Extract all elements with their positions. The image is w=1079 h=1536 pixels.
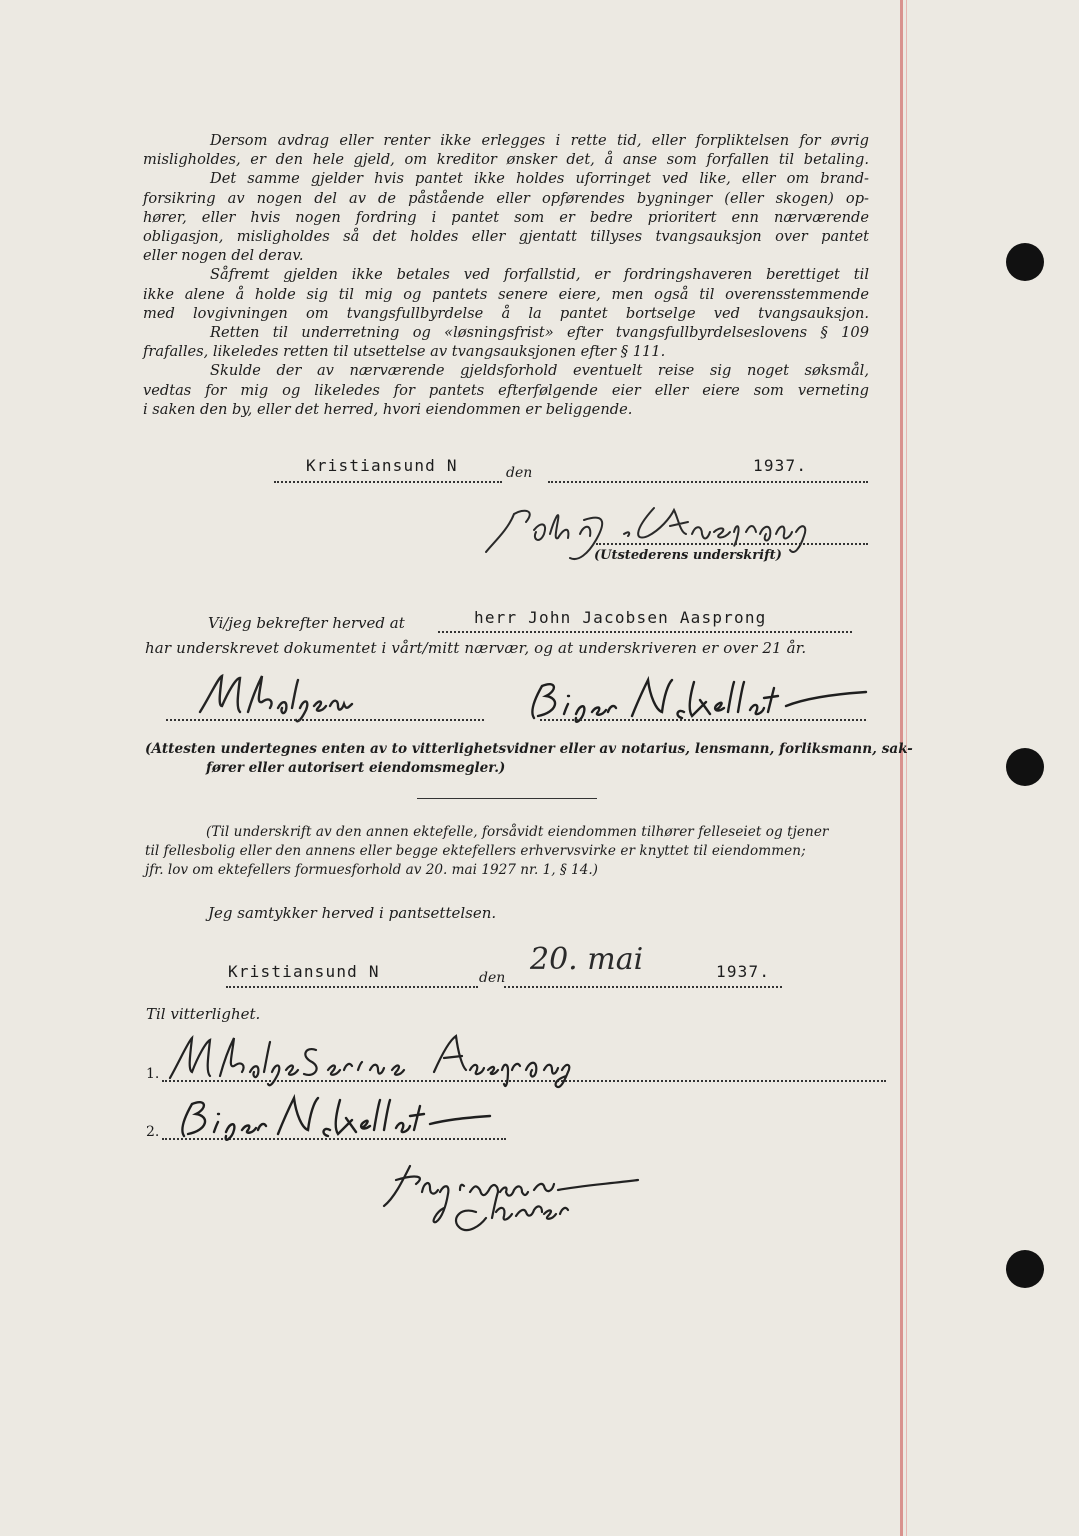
witness-list-1-signature [166, 1032, 616, 1088]
place-2-dotted-line [226, 986, 478, 988]
consent-text: Jeg samtykker herved i pantsettelsen. [208, 904, 497, 922]
margin-red-line-thin [906, 0, 907, 1536]
punch-hole-top [1006, 243, 1044, 281]
conditions-line: i saken den by, eller det herred, hvori eiendommen er beliggende. [143, 400, 633, 418]
witness-1-dotted-line [166, 719, 484, 721]
conditions-paragraph [143, 131, 869, 419]
place-text: Kristiansund N [306, 456, 458, 475]
conditions-line: obligasjon, misligholdes så det holdes eller gjentatt tillyses tvangsauksjon over pantet [143, 228, 869, 246]
conditions-line: Såfremt gjelden ikke betales ved forfallstid, er fordringshaveren berettiget til [210, 266, 869, 284]
den-label: den [506, 465, 533, 481]
conditions-line: Retten til underretning og «løsningsfrist» efter tvangsfullbyrdelseslovens § 109 [210, 324, 869, 342]
punch-hole-middle [1006, 748, 1044, 786]
place-2-text: Kristiansund N [228, 962, 380, 981]
year-text: 1937. [753, 456, 808, 475]
conditions-line: forsikring av nogen del av de påstående eller opførendes bygninger (eller skogen) op- [143, 189, 869, 207]
date-2-handwritten: 20. mai [530, 942, 644, 977]
attest-note-1: (Attesten undertegnes enten av to vitterlighetsvidner eller av notarius, lensmann, forliksmann, sak- [145, 741, 913, 757]
conditions-line: Skulde der av nærværende gjeldsforhold eventuelt reise sig noget søksmål, [210, 362, 869, 380]
witness-2-dotted-line [540, 719, 866, 721]
attest-note-2: fører eller autorisert eiendomsmegler.) [206, 760, 506, 776]
witness-signature-1 [196, 672, 376, 722]
spouse-note-2: til fellesbolig eller den annens eller begge ektefellers erhvervsvirke er knyttet til eiendommen; [145, 843, 806, 859]
conditions-line: ikke alene å holde sig til mig og pantets senere eiere, men også til overensstemmende [143, 285, 869, 303]
conditions-line: vedtas for mig og likeledes for pantets efterfølgende eier eller eiere som verneting [143, 381, 869, 399]
til-vitterlighet-label: Til vitterlighet. [146, 1005, 261, 1023]
conditions-line: misligholdes, er den hele gjeld, om kreditor ønsker det, å anse som forfallen til betaling. [143, 151, 869, 169]
margin-red-line [900, 0, 903, 1536]
conditions-line: med lovgivningen om tvangsfullbyrdelse å la pantet bortselge ved tvangsauksjon. [143, 304, 869, 322]
spouse-note-3: jfr. lov om ektefellers formuesforhold av 20. mai 1927 nr. 1, § 14.) [145, 862, 598, 878]
confirm-name: herr John Jacobsen Aasprong [474, 608, 767, 627]
bottom-signature [376, 1156, 656, 1238]
confirm-dotted-line [438, 631, 852, 633]
spouse-note-1: (Til underskrift av den annen ektefelle, forsåvidt eiendommen tilhører felleseiet og tjener [206, 824, 829, 840]
confirm-prefix: Vi/jeg bekrefter herved at [208, 614, 405, 632]
den-2-label: den [479, 970, 506, 986]
conditions-line: Dersom avdrag eller renter ikke erlegges i rette tid, eller forpliktelsen for øvrig [210, 132, 869, 149]
section-divider [417, 798, 597, 799]
date-2-dotted-line [504, 986, 782, 988]
conditions-line: frafalles, likeledes retten til utsettelse av tvangsauksjonen efter § 111. [143, 343, 666, 361]
signature-dotted-line [596, 543, 868, 545]
conditions-line: Det samme gjelder hvis pantet ikke holdes uforringet ved like, eller om brand- [210, 170, 869, 188]
witness-1-number: 1. [146, 1066, 160, 1082]
punch-hole-bottom [1006, 1250, 1044, 1288]
issuer-caption: (Utstederens underskrift) [594, 548, 782, 563]
confirm-line-2: har underskrevet dokumentet i vårt/mitt nærvær, og at underskriveren er over 21 år. [145, 639, 807, 657]
place-dotted-line [274, 481, 502, 483]
date-dotted-line [548, 481, 868, 483]
conditions-line: eller nogen del derav. [143, 247, 304, 265]
witness-list-2-signature [174, 1094, 504, 1144]
witness-2-number: 2. [146, 1124, 160, 1140]
year-2-text: 1937. [716, 962, 771, 981]
conditions-line: hører, eller hvis nogen fordring i pantet som er bedre prioritert enn nærværende [143, 208, 869, 226]
